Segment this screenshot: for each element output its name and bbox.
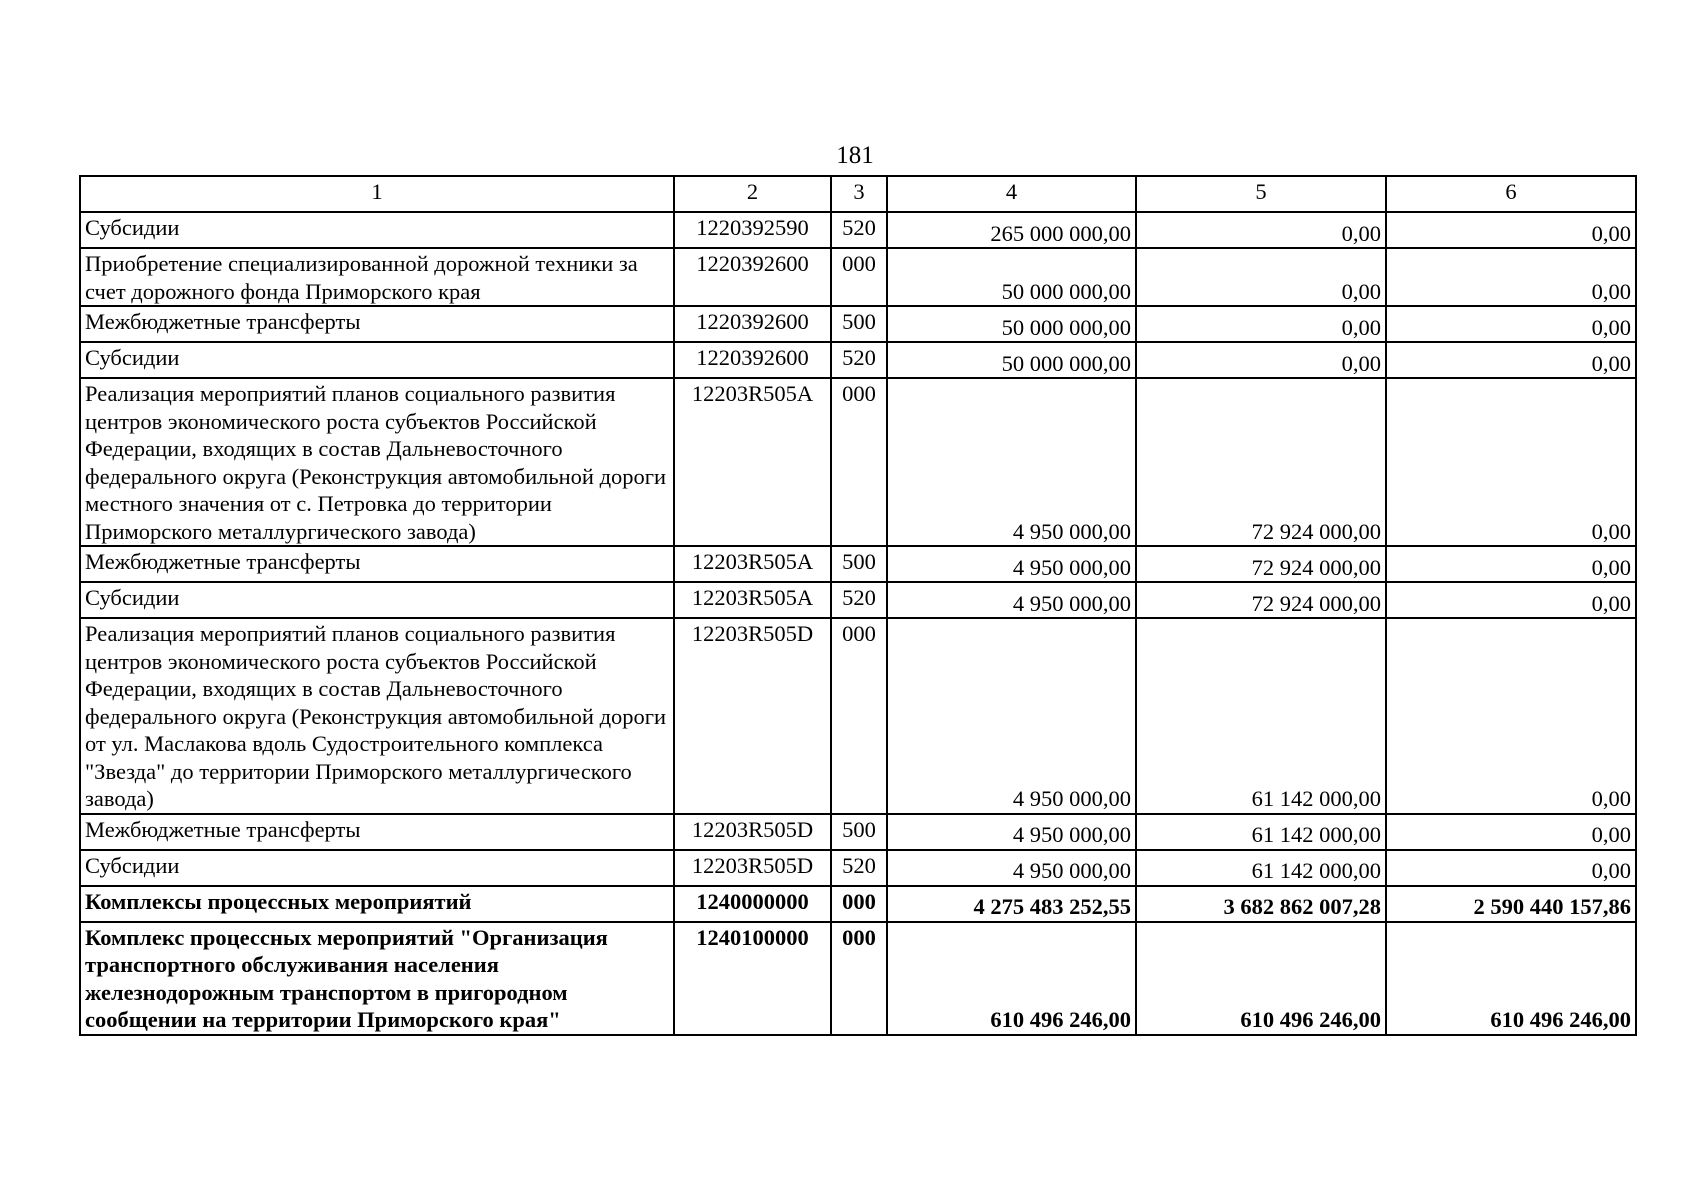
table-row — [80, 582, 1636, 618]
row-value-6: 0,00 — [1386, 306, 1636, 342]
row-value-4: 265 000 000,00 — [887, 212, 1136, 248]
row-value-6: 0,00 — [1386, 814, 1636, 850]
row-value-5: 3 682 862 007,28 — [1136, 886, 1386, 922]
table-row — [80, 618, 1636, 814]
row-code: 12203R505D — [674, 850, 831, 886]
row-value-5: 72 924 000,00 — [1136, 546, 1386, 582]
row-value-6: 0,00 — [1386, 582, 1636, 618]
row-code: 1220392600 — [674, 342, 831, 378]
row-value-4: 4 950 000,00 — [887, 618, 1136, 814]
row-value-5: 0,00 — [1136, 342, 1386, 378]
row-code: 1220392600 — [674, 306, 831, 342]
row-value-5: 0,00 — [1136, 248, 1386, 306]
row-name: Приобретение специализированной дорожной техники за счет дорожного фонда Приморского края — [80, 248, 674, 306]
row-code: 12203R505A — [674, 378, 831, 546]
row-name: Реализация мероприятий планов социального развития центров экономического роста субъектов Российской Федерации, входящих в состав Дальневосточного федерального округа (Реконструкция автомобильной дороги от ул. Маслакова вдоль Судостроительного комплекса "Звезда" до территории Приморского металлургического завода) — [80, 618, 674, 814]
row-value-4: 4 950 000,00 — [887, 378, 1136, 546]
row-value-6: 0,00 — [1386, 546, 1636, 582]
row-value-6: 0,00 — [1386, 212, 1636, 248]
row-type: 000 — [831, 618, 887, 814]
row-value-5: 61 142 000,00 — [1136, 618, 1386, 814]
row-value-4: 50 000 000,00 — [887, 342, 1136, 378]
row-value-6: 610 496 246,00 — [1386, 922, 1636, 1035]
table-row — [80, 814, 1636, 850]
table-row-total — [80, 922, 1636, 1035]
row-value-4: 4 950 000,00 — [887, 546, 1136, 582]
row-type: 520 — [831, 850, 887, 886]
row-name: Реализация мероприятий планов социального развития центров экономического роста субъектов Российской Федерации, входящих в состав Дальневосточного федерального округа (Реконструкция автомобильной дороги местного значения от с. Петровка до территории Приморского металлургического завода) — [80, 378, 674, 546]
column-header: 3 — [831, 176, 887, 212]
row-type: 000 — [831, 922, 887, 1035]
row-name: Комплексы процессных мероприятий — [80, 886, 674, 922]
column-header: 2 — [674, 176, 831, 212]
column-header: 6 — [1386, 176, 1636, 212]
row-value-4: 4 950 000,00 — [887, 582, 1136, 618]
row-name: Субсидии — [80, 342, 674, 378]
row-code: 12203R505D — [674, 618, 831, 814]
budget-table — [79, 175, 1637, 1036]
row-name: Межбюджетные трансферты — [80, 546, 674, 582]
row-value-5: 0,00 — [1136, 212, 1386, 248]
column-header: 5 — [1136, 176, 1386, 212]
row-name: Комплекс процессных мероприятий "Организация транспортного обслуживания населения железнодорожным транспортом в пригородном сообщении на территории Приморского края" — [80, 922, 674, 1035]
column-header: 1 — [80, 176, 674, 212]
row-name: Субсидии — [80, 212, 674, 248]
row-type: 000 — [831, 378, 887, 546]
table-row — [80, 546, 1636, 582]
row-code: 1240100000 — [674, 922, 831, 1035]
row-value-6: 0,00 — [1386, 850, 1636, 886]
table-row — [80, 378, 1636, 546]
row-value-4: 50 000 000,00 — [887, 248, 1136, 306]
row-name: Межбюджетные трансферты — [80, 306, 674, 342]
row-value-5: 61 142 000,00 — [1136, 814, 1386, 850]
row-value-5: 61 142 000,00 — [1136, 850, 1386, 886]
row-code: 12203R505D — [674, 814, 831, 850]
row-name: Межбюджетные трансферты — [80, 814, 674, 850]
row-name: Субсидии — [80, 850, 674, 886]
page-number: 181 — [836, 142, 874, 169]
row-value-5: 72 924 000,00 — [1136, 378, 1386, 546]
row-value-5: 610 496 246,00 — [1136, 922, 1386, 1035]
row-value-4: 50 000 000,00 — [887, 306, 1136, 342]
row-code: 12203R505A — [674, 546, 831, 582]
row-value-6: 0,00 — [1386, 342, 1636, 378]
row-value-6: 0,00 — [1386, 378, 1636, 546]
row-code: 1220392590 — [674, 212, 831, 248]
row-value-4: 4 950 000,00 — [887, 850, 1136, 886]
row-value-4: 610 496 246,00 — [887, 922, 1136, 1035]
table-row — [80, 306, 1636, 342]
row-type: 520 — [831, 212, 887, 248]
row-value-6: 0,00 — [1386, 248, 1636, 306]
row-type: 000 — [831, 248, 887, 306]
table-row — [80, 850, 1636, 886]
row-type: 500 — [831, 814, 887, 850]
row-name: Субсидии — [80, 582, 674, 618]
row-type: 500 — [831, 546, 887, 582]
row-code: 12203R505A — [674, 582, 831, 618]
row-value-5: 0,00 — [1136, 306, 1386, 342]
row-type: 000 — [831, 886, 887, 922]
row-type: 520 — [831, 582, 887, 618]
row-value-6: 0,00 — [1386, 618, 1636, 814]
row-value-6: 2 590 440 157,86 — [1386, 886, 1636, 922]
column-number-row — [80, 176, 1636, 212]
row-value-4: 4 950 000,00 — [887, 814, 1136, 850]
table-row — [80, 342, 1636, 378]
row-code: 1220392600 — [674, 248, 831, 306]
row-code: 1240000000 — [674, 886, 831, 922]
column-header: 4 — [887, 176, 1136, 212]
row-value-4: 4 275 483 252,55 — [887, 886, 1136, 922]
row-value-5: 72 924 000,00 — [1136, 582, 1386, 618]
row-type: 500 — [831, 306, 887, 342]
table-row — [80, 248, 1636, 306]
table-row — [80, 212, 1636, 248]
table-row-total — [80, 886, 1636, 922]
row-type: 520 — [831, 342, 887, 378]
